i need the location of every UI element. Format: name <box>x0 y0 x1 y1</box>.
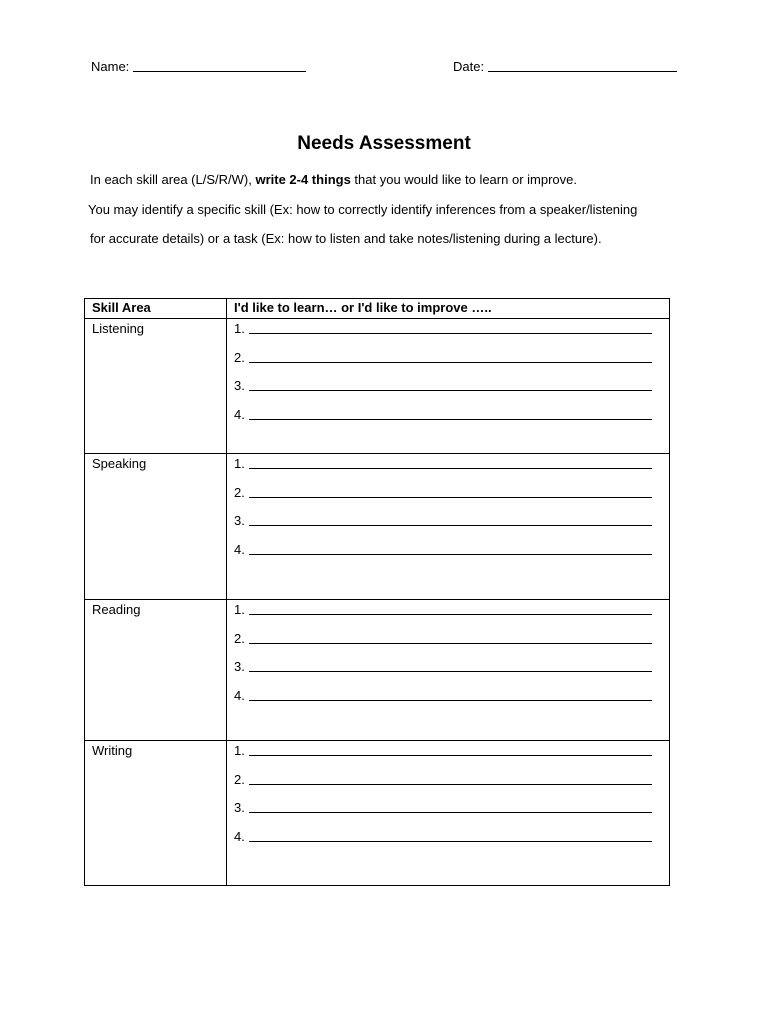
answer-cell-speaking <box>227 454 670 600</box>
answer-line[interactable] <box>234 349 669 367</box>
answer-blank-line[interactable] <box>249 614 652 615</box>
answer-blank-line[interactable] <box>249 362 652 363</box>
answer-line[interactable] <box>234 541 669 559</box>
answer-blank-line[interactable] <box>249 554 652 555</box>
answer-line[interactable] <box>234 630 669 648</box>
answer-number: 3. <box>234 513 245 528</box>
needs-assessment-table <box>84 298 670 886</box>
table-row-writing <box>85 741 670 886</box>
answer-blank-line[interactable] <box>249 755 652 756</box>
answer-blank-line[interactable] <box>249 784 652 785</box>
answer-number: 1. <box>234 743 245 758</box>
instruction-line-1-post: that you would like to learn or improve. <box>350 172 577 187</box>
instruction-emphasis: write 2-4 things <box>255 172 351 187</box>
answer-line[interactable] <box>234 742 669 760</box>
answer-blank-line[interactable] <box>249 525 652 526</box>
answer-line[interactable] <box>234 377 669 395</box>
table-header-row <box>85 299 670 319</box>
answer-number: 2. <box>234 630 245 646</box>
answer-line[interactable] <box>234 799 669 817</box>
skill-cell-speaking: Speaking <box>85 454 227 600</box>
answer-line[interactable] <box>234 484 669 502</box>
name-field[interactable] <box>91 58 306 76</box>
answer-line[interactable] <box>234 512 669 530</box>
instruction-line-1-pre: In each skill area (L/S/R/W), <box>90 172 256 187</box>
skill-cell-writing: Writing <box>85 741 227 886</box>
answer-line[interactable] <box>234 771 669 789</box>
answer-line[interactable] <box>234 320 669 338</box>
answer-line[interactable] <box>234 828 669 846</box>
answer-number: 4. <box>234 687 245 703</box>
answer-number: 2. <box>234 771 245 787</box>
table-row-reading <box>85 600 670 741</box>
skill-cell-listening: Listening <box>85 319 227 454</box>
answer-number: 2. <box>234 484 245 500</box>
answer-number: 4. <box>234 406 245 422</box>
answer-line[interactable] <box>234 455 669 473</box>
answer-blank-line[interactable] <box>249 419 652 420</box>
answer-line[interactable] <box>234 658 669 676</box>
answer-line[interactable] <box>234 406 669 424</box>
answer-number: 1. <box>234 456 245 471</box>
answer-blank-line[interactable] <box>249 468 652 469</box>
answer-blank-line[interactable] <box>249 333 652 334</box>
answer-number: 1. <box>234 602 245 617</box>
learn-improve-header: I'd like to learn… or I'd like to improve ….. <box>227 299 670 319</box>
answer-blank-line[interactable] <box>249 390 652 391</box>
answer-number: 3. <box>234 378 245 393</box>
answer-blank-line[interactable] <box>249 497 652 498</box>
answer-number: 4. <box>234 828 245 844</box>
skill-cell-reading: Reading <box>85 600 227 741</box>
answer-number: 2. <box>234 349 245 365</box>
skill-area-header: Skill Area <box>85 299 227 319</box>
name-label: Name: <box>91 59 130 74</box>
table-row-speaking <box>85 454 670 600</box>
date-blank-line[interactable] <box>488 71 677 72</box>
answer-blank-line[interactable] <box>249 671 652 672</box>
answer-number: 3. <box>234 800 245 815</box>
answer-number: 1. <box>234 321 245 336</box>
answer-cell-listening <box>227 319 670 454</box>
answer-blank-line[interactable] <box>249 700 652 701</box>
instruction-line-2: You may identify a specific skill (Ex: how to correctly identify inferences from a speaker/listening <box>88 202 638 217</box>
answer-blank-line[interactable] <box>249 643 652 644</box>
instruction-line-3: for accurate details) or a task (Ex: how to listen and take notes/listening during a lecture). <box>90 231 602 246</box>
table-row-listening <box>85 319 670 454</box>
answer-cell-writing <box>227 741 670 886</box>
name-blank-line[interactable] <box>133 71 306 72</box>
date-label: Date: <box>453 59 485 74</box>
answer-number: 3. <box>234 659 245 674</box>
date-field[interactable] <box>453 58 677 76</box>
answer-line[interactable] <box>234 687 669 705</box>
instruction-line-1 <box>90 171 577 189</box>
answer-number: 4. <box>234 541 245 557</box>
answer-blank-line[interactable] <box>249 841 652 842</box>
answer-blank-line[interactable] <box>249 812 652 813</box>
answer-line[interactable] <box>234 601 669 619</box>
page-title: Needs Assessment <box>297 133 471 154</box>
answer-cell-reading <box>227 600 670 741</box>
